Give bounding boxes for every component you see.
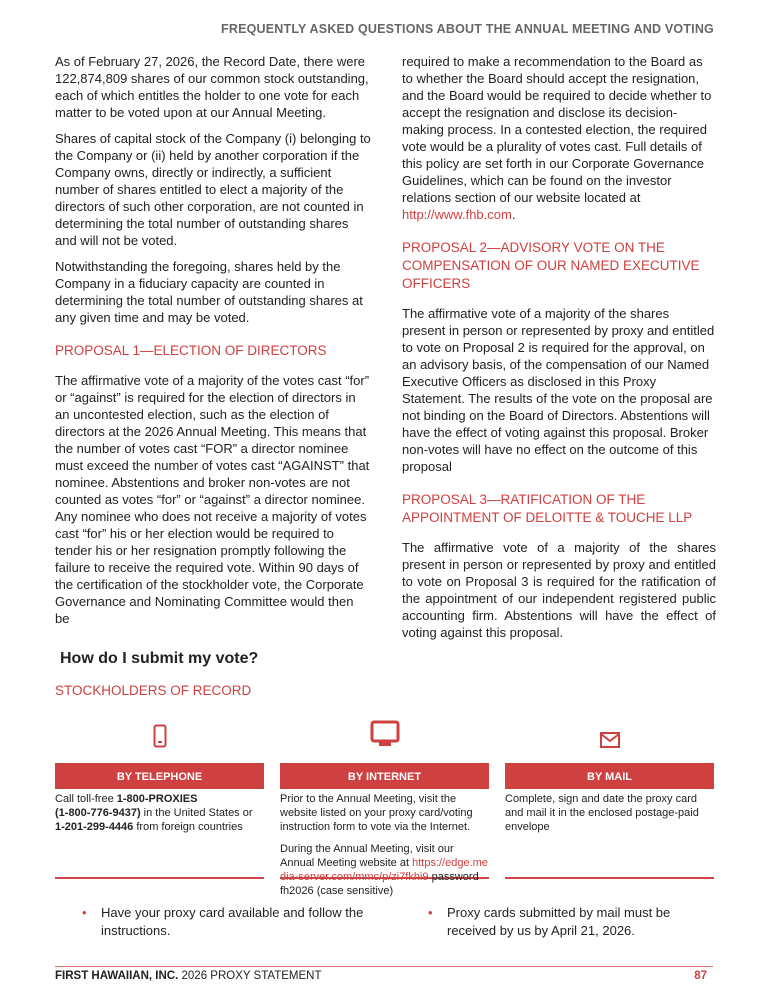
bullet-item: • Have your proxy card available and follow the instructions. [80,904,370,940]
right-column [402,53,716,650]
section-heading-proposal-3: PROPOSAL 3—RATIFICATION OF THE APPOINTMENT OF DELOITTE & TOUCHE LLP [402,492,693,525]
section-heading-proposal-1: PROPOSAL 1—ELECTION OF DIRECTORS [55,343,327,358]
method-text: During the Annual Meeting, visit our Annual Meeting website at https://edge.media-server.com/mmc/p/zi7fkhi9 password fh2026 (case sensitive) [280,843,488,897]
paragraph: The affirmative vote of a majority of the shares present in person or represented by proxy and entitled to vote on Proposal 3 is required for the ratification of the appointment of our independent registered public accounting firm. Abstentions will have the effect of voting against this proposal. [402,540,716,640]
method-title: BY INTERNET [280,763,489,789]
fhb-link[interactable]: http://www.fhb.com [402,207,512,222]
paragraph: The affirmative vote of a majority of the votes cast “for” or “against” is required for the election of directors in an uncontested election, such as the election of directors at the 2026 Annual Meeting. This means that the number of votes cast “FOR” a director nominee must exceed the number of votes cast “AGAINST” that nominee. Abstentions and broker non-votes are not counted as votes “for” or “against” a director nominee. Any nominee who does not receive a majority of votes cast “for” his or her election would be required to tender his or her resignation promptly following the failure to receive the required vote. Within 90 days of the certification of the stockholder vote, the Corporate Governance and Nominating Committee would then be [55,373,370,626]
paragraph-text: required to make a recommendation to the Board as to whether the Board should accept the resignation, and the Board would be required to decide whether to accept the resignation and disclose its decision-making process. In a contested election, the required vote would be a plurality of votes cast. Full details of this policy are set forth in our Corporate Governance Guidelines, which can be found on the investor relations section of our website located at [402,54,712,205]
bullet-item: • Proxy cards submitted by mail must be received by us by April 21, 2026. [426,904,706,940]
question-heading: How do I submit my vote? [60,650,259,667]
method-telephone [55,716,264,879]
paragraph: The affirmative vote of a majority of the shares present in person or represented by proxy and entitled to vote on Proposal 2 is required for the approval, on an advisory basis, of the compensation of our Named Executive Officers as disclosed in this Proxy Statement. The results of the vote on the proposal are not binding on the Board of Directors. Abstentions will have the effect of voting against this proposal. Broker non-votes will have no effect on the outcome of this proposal [402,306,715,474]
page-header: FREQUENTLY ASKED QUESTIONS ABOUT THE ANNUAL MEETING AND VOTING [221,22,714,36]
monitor-icon [280,716,489,748]
method-text: Prior to the Annual Meeting, visit the website listed on your proxy card/voting instruction form to vote via the Internet. [280,793,473,833]
envelope-icon [505,716,714,748]
phone-icon [55,716,264,748]
method-mail [505,716,714,879]
meeting-website-link[interactable]: https://edge.media-server.com/mmc/p/zi7fkhi9 [280,857,488,883]
paragraph: As of February 27, 2026, the Record Date, there were 122,874,809 shares of our common stock outstanding, each of which entitles the holder to one vote for each matter to be voted upon at our Annual Meeting. [55,54,369,120]
method-internet [280,716,489,897]
method-title: BY MAIL [505,763,714,789]
method-title: BY TELEPHONE [55,763,264,789]
page-number: 87 [694,970,707,982]
subheading: STOCKHOLDERS OF RECORD [55,683,252,698]
footer-doc: 2026 PROXY STATEMENT [178,970,322,982]
period: . [511,207,516,222]
method-text: Complete, sign and date the proxy card and mail it in the enclosed postage-paid envelope [505,793,699,833]
paragraph [402,53,716,223]
paragraph: Notwithstanding the foregoing, shares held by the Company in a fiduciary capacity are counted in determining the total number of outstanding shares at any given time and may be voted. [55,259,363,325]
left-column [55,53,371,636]
footer-company: FIRST HAWAIIAN, INC. [55,970,179,982]
paragraph: Shares of capital stock of the Company (i) belonging to the Company or (ii) held by another corporation if the Company owns, directly or indirectly, a sufficient number of shares entitled to elect a majority of the directors of such other corporation, are not counted in determining the total number of outstanding shares and will not be voted. [55,131,371,248]
method-text: Call toll-free 1-800-PROXIES (1-800-776-9437) in the United States or 1-201-299-4446 from foreign countries [55,793,253,833]
section-heading-proposal-2: PROPOSAL 2—ADVISORY VOTE ON THE COMPENSATION OF OUR NAMED EXECUTIVE OFFICERS [402,240,700,291]
page-footer [55,966,713,982]
